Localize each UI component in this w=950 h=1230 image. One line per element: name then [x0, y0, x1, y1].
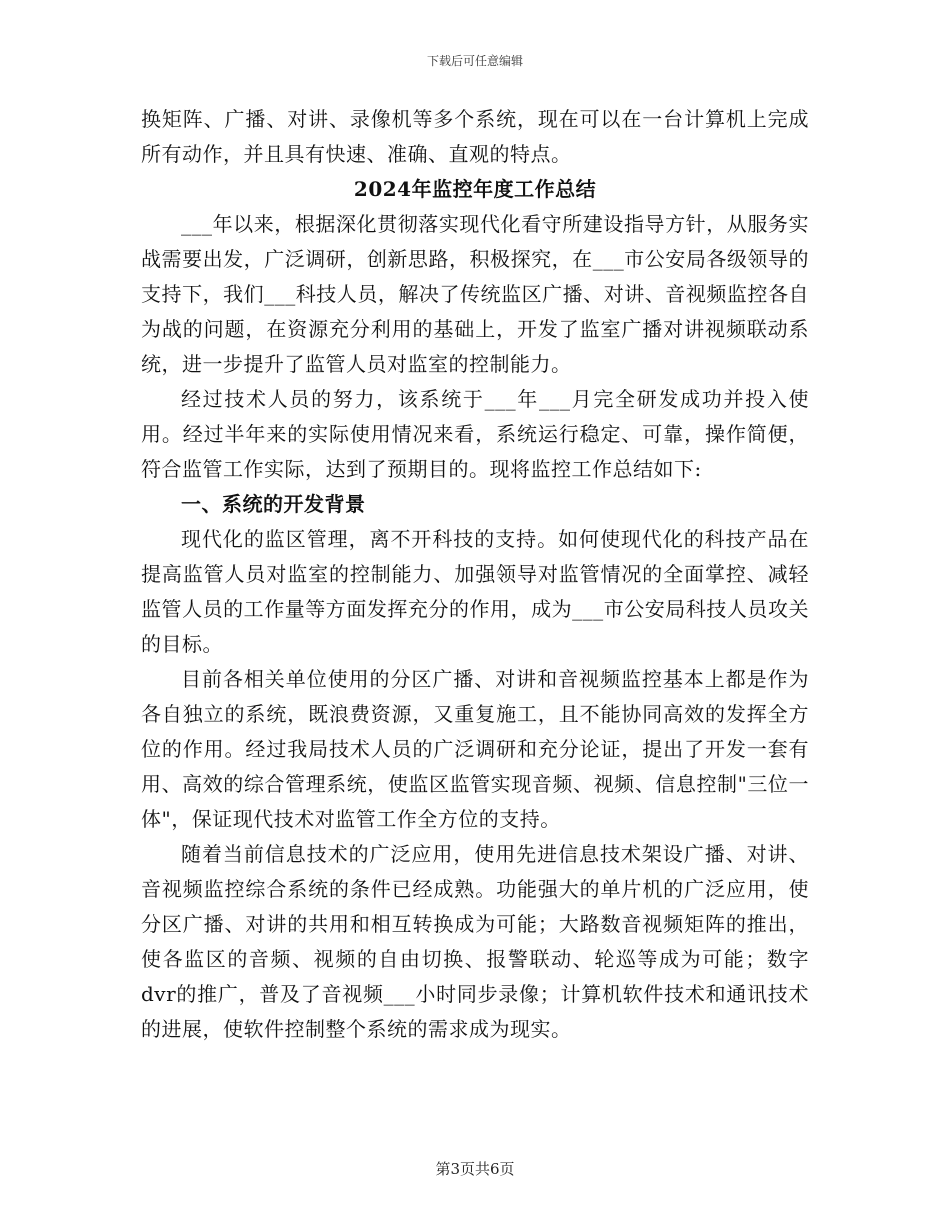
- document-body: [141, 102, 809, 1047]
- body-paragraph: ___年以来，根据深化贯彻落实现代化看守所建设指导方针，从服务实战需要出发，广泛调研，创新思路，积极探究，在___市公安局各级领导的支持下，我们___科技人员，解决了传统监区广播、对讲、音视频监控各自为战的问题，在资源充分利用的基础上，开发了监室广播对讲视频联动系统，进一步提升了监管人员对监室的控制能力。: [141, 212, 809, 376]
- continuation-paragraph: 换矩阵、广播、对讲、录像机等多个系统，现在可以在一台计算机上完成所有动作，并且具有快速、准确、直观的特点。: [141, 107, 809, 166]
- document-title: 2024年监控年度工作总结: [353, 177, 597, 201]
- section-heading: 一、系统的开发背景: [181, 492, 366, 516]
- page-header: 下载后可任意编辑: [426, 54, 523, 68]
- body-paragraph: 随着当前信息技术的广泛应用，使用先进信息技术架设广播、对讲、音视频监控综合系统的条件已经成熟。功能强大的单片机的广泛应用，使分区广播、对讲的共用和相互转换成为可能；大路数音视频矩阵的推出，使各监区的音频、视频的自由切换、报警联动、轮巡等成为可能；数字dvr的推广，普及了音视频___小时同步录像；计算机软件技术和通讯技术的进展，使软件控制整个系统的需求成为现实。: [141, 842, 809, 1041]
- body-paragraph: 现代化的监区管理，离不开科技的支持。如何使现代化的科技产品在提高监管人员对监室的控制能力、加强领导对监管情况的全面掌控、减轻监管人员的工作量等方面发挥充分的作用，成为___市公安局科技人员攻关的目标。: [141, 527, 809, 656]
- page-number: 第3页共6页: [435, 1160, 515, 1178]
- body-paragraph: 目前各相关单位使用的分区广播、对讲和音视频监控基本上都是作为各自独立的系统，既浪费资源，又重复施工，且不能协同高效的发挥全方位的作用。经过我局技术人员的广泛调研和充分论证，提出了开发一套有用、高效的综合管理系统，使监区监管实现音频、视频、信息控制"三位一体"，保证现代技术对监管工作全方位的支持。: [141, 667, 809, 831]
- body-paragraph: 经过技术人员的努力，该系统于___年___月完全研发成功并投入使用。经过半年来的实际使用情况来看，系统运行稳定、可靠，操作简便，符合监管工作实际，达到了预期目的。现将监控工作总结如下:: [141, 387, 809, 481]
